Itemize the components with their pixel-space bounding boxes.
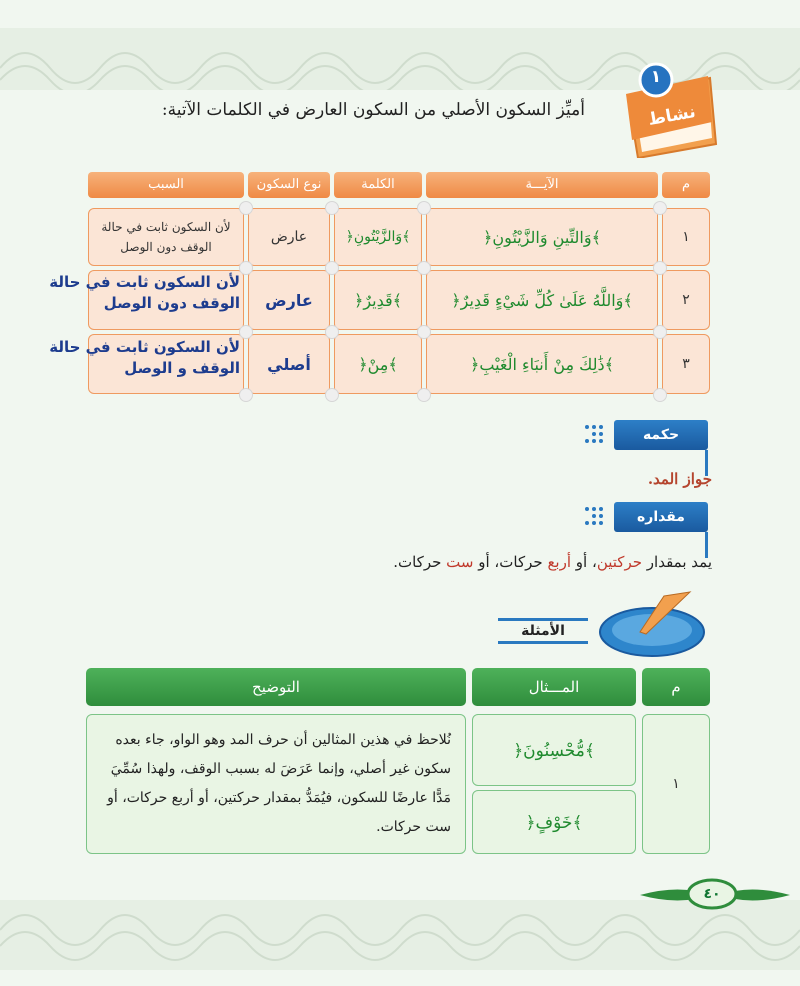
amount-title: مقداره <box>614 502 708 532</box>
page-number-badge <box>686 878 738 910</box>
amount-four: أربع <box>547 553 572 571</box>
header-word: الكلمة <box>334 172 422 198</box>
amount-two: حركتين <box>596 553 642 571</box>
table-row-3-num: ٣ <box>662 334 710 394</box>
examples-explanation-cell <box>86 714 466 854</box>
amount-prefix: يمد بمقدار <box>646 553 712 571</box>
amount-sep1: ، أو <box>575 553 597 571</box>
examples-emblem-icon <box>594 588 708 660</box>
table-row-1-verse: ﴿وَالتِّينِ وَالزَّيْتُونِ﴾ <box>426 208 658 266</box>
examples-row-num: ١ <box>642 714 710 854</box>
dots-icon <box>584 424 608 448</box>
bottom-ornament-border <box>0 900 800 970</box>
table-row-2-word: ﴿قَدِيرٌ﴾ <box>334 270 422 330</box>
amount-text <box>393 553 712 571</box>
header-kind: نوع السكون <box>248 172 330 198</box>
examples-title: الأمثلة <box>498 618 588 644</box>
table-row-2-num: ٢ <box>662 270 710 330</box>
table-row-1-kind: عارض <box>248 208 330 266</box>
examples-header-explanation: التوضيح <box>86 668 466 706</box>
table-row-1-word: ﴿وَالزَّيْتُونِ﴾ <box>334 208 422 266</box>
table-row-1-reason: لأن السكون ثابت في حالة الوقف دون الوصل <box>88 208 244 266</box>
examples-header-example: المـــثال <box>472 668 636 706</box>
amount-mid: حركات، أو <box>478 553 543 571</box>
table-row-3-kind: أصلي <box>267 354 311 374</box>
header-verse: الآيـــة <box>426 172 658 198</box>
page-number: ٤٠ <box>703 886 721 902</box>
amount-suffix: حركات. <box>393 553 442 571</box>
amount-six: ست <box>446 553 474 571</box>
activity-instruction: أميِّز السكون الأصلي من السكون العارض في الكلمات الآتية: <box>161 100 585 120</box>
example-2: ﴿خَوْفٍ﴾ <box>472 790 636 854</box>
ruling-text: جواز المد. <box>647 470 712 488</box>
table-row-2-verse: ﴿وَاللَّهُ عَلَىٰ كُلِّ شَيْءٍ قَدِيرٌ﴾ <box>426 270 658 330</box>
activity-badge <box>624 58 720 158</box>
table-row-3-reason: لأن السكون ثابت في حالة الوقف و الوصل <box>49 338 240 377</box>
activity-label: نشاط <box>646 102 698 130</box>
table-row-1-num: ١ <box>662 208 710 266</box>
table-row-3-verse: ﴿ذَٰلِكَ مِنْ أَنبَاءِ الْغَيْبِ﴾ <box>426 334 658 394</box>
activity-number: ١ <box>650 67 662 87</box>
header-num: م <box>662 172 710 198</box>
dots-icon <box>584 506 608 530</box>
examples-header-num: م <box>642 668 710 706</box>
ruling-title: حكمه <box>614 420 708 450</box>
table-row-2-reason: لأن السكون ثابت في حالة الوقف دون الوصل <box>49 273 240 312</box>
examples-explanation: نُلاحظ في هذين المثالين أن حرف المد وهو الواو، جاء بعده سكون غير أصلي، وإنما عَرَضَ له بسبب الوقف، ولهذا سُمِّيَ مَدًّا عارضًا للسكون، فيُمَدُّ بمقدار حركتين، أو أربع حركات، أو ست حركات. <box>107 732 451 835</box>
amount-ribbon <box>560 502 708 560</box>
table-row-3-word: ﴿مِنْ﴾ <box>334 334 422 394</box>
header-reason: السبب <box>88 172 244 198</box>
table-row-2-kind: عارض <box>265 290 313 310</box>
example-1: ﴿مُّحْسِنُونَ﴾ <box>472 714 636 786</box>
